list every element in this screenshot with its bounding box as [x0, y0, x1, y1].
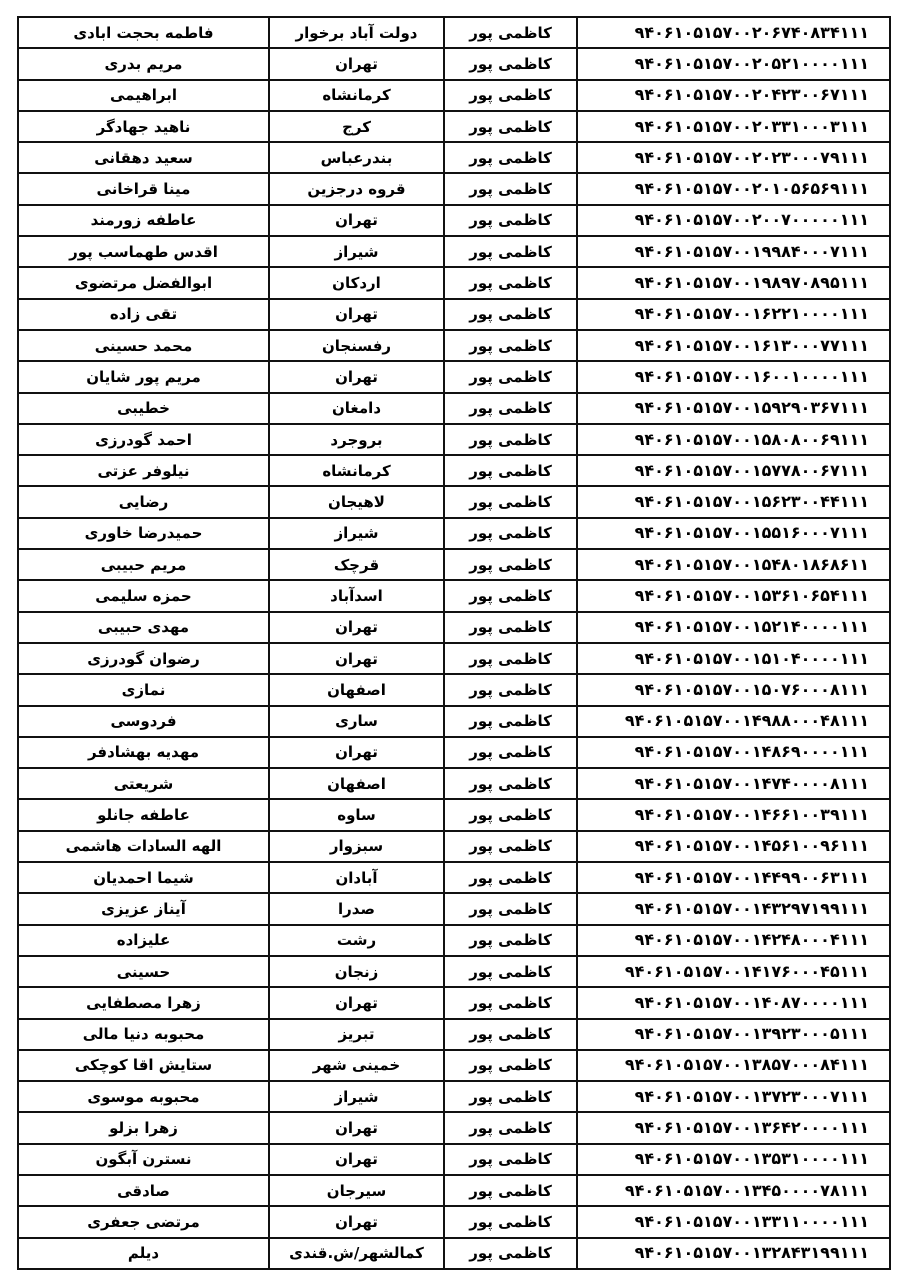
- manager-cell: کاظمی پور: [444, 1050, 577, 1081]
- city-cell: قرچک: [269, 549, 444, 580]
- manager-cell: کاظمی پور: [444, 1081, 577, 1112]
- manager-cell: کاظمی پور: [444, 1112, 577, 1143]
- manager-cell: کاظمی پور: [444, 1144, 577, 1175]
- city-cell: اصفهان: [269, 768, 444, 799]
- person-name-cell: نمازی: [18, 674, 269, 705]
- city-cell: کرمانشاه: [269, 80, 444, 111]
- table-row: [18, 361, 890, 392]
- tracking-code-cell: ۹۴۰۶۱۰۵۱۵۷۰۰۱۵۰۷۶۰۰۰۸۱۱۱: [577, 674, 890, 705]
- manager-cell: کاظمی پور: [444, 612, 577, 643]
- manager-cell: کاظمی پور: [444, 267, 577, 298]
- city-cell: بروجرد: [269, 424, 444, 455]
- city-cell: رفسنجان: [269, 330, 444, 361]
- person-name-cell: فاطمه بحجت ابادی: [18, 17, 269, 48]
- tracking-code-cell: ۹۴۰۶۱۰۵۱۵۷۰۰۲۰۱۰۵۶۵۶۹۱۱۱: [577, 173, 890, 204]
- manager-cell: کاظمی پور: [444, 768, 577, 799]
- person-name-cell: نیلوفر عزتی: [18, 455, 269, 486]
- person-name-cell: مریم پور شایان: [18, 361, 269, 392]
- person-name-cell: فردوسی: [18, 706, 269, 737]
- tracking-code-cell: ۹۴۰۶۱۰۵۱۵۷۰۰۱۴۶۶۱۰۰۳۹۱۱۱: [577, 799, 890, 830]
- city-cell: دامغان: [269, 393, 444, 424]
- city-cell: تهران: [269, 361, 444, 392]
- table-row: [18, 706, 890, 737]
- table-row: [18, 1144, 890, 1175]
- tracking-code-cell: ۹۴۰۶۱۰۵۱۵۷۰۰۱۳۴۵۰۰۰۰۷۸۱۱۱: [577, 1175, 890, 1206]
- person-name-cell: محبوبه دنیا مالی: [18, 1019, 269, 1050]
- person-name-cell: عاطفه جانلو: [18, 799, 269, 830]
- city-cell: اصفهان: [269, 674, 444, 705]
- table-row: [18, 612, 890, 643]
- person-name-cell: ابراهیمی: [18, 80, 269, 111]
- city-cell: شیراز: [269, 1081, 444, 1112]
- manager-cell: کاظمی پور: [444, 987, 577, 1018]
- city-cell: آبادان: [269, 862, 444, 893]
- person-name-cell: صادقی: [18, 1175, 269, 1206]
- city-cell: تهران: [269, 1112, 444, 1143]
- person-name-cell: شیما احمدیان: [18, 862, 269, 893]
- person-name-cell: مهدیه بهشادفر: [18, 737, 269, 768]
- manager-cell: کاظمی پور: [444, 1019, 577, 1050]
- records-table-body: [18, 17, 890, 1269]
- table-row: [18, 1175, 890, 1206]
- person-name-cell: آیناز عزیزی: [18, 893, 269, 924]
- table-row: [18, 299, 890, 330]
- tracking-code-cell: ۹۴۰۶۱۰۵۱۵۷۰۰۱۳۳۱۱۰۰۰۰۱۱۱: [577, 1206, 890, 1237]
- manager-cell: کاظمی پور: [444, 330, 577, 361]
- table-row: [18, 925, 890, 956]
- manager-cell: کاظمی پور: [444, 142, 577, 173]
- manager-cell: کاظمی پور: [444, 361, 577, 392]
- tracking-code-cell: ۹۴۰۶۱۰۵۱۵۷۰۰۱۵۲۱۴۰۰۰۰۱۱۱: [577, 612, 890, 643]
- tracking-code-cell: ۹۴۰۶۱۰۵۱۵۷۰۰۱۴۳۲۹۷۱۹۹۱۱۱: [577, 893, 890, 924]
- manager-cell: کاظمی پور: [444, 80, 577, 111]
- tracking-code-cell: ۹۴۰۶۱۰۵۱۵۷۰۰۱۴۹۸۸۰۰۰۴۸۱۱۱: [577, 706, 890, 737]
- city-cell: کرمانشاه: [269, 455, 444, 486]
- city-cell: تهران: [269, 737, 444, 768]
- table-row: [18, 1019, 890, 1050]
- person-name-cell: مینا قراخانی: [18, 173, 269, 204]
- table-row: [18, 205, 890, 236]
- table-row: [18, 1112, 890, 1143]
- tracking-code-cell: ۹۴۰۶۱۰۵۱۵۷۰۰۲۰۵۲۱۰۰۰۰۱۱۱: [577, 48, 890, 79]
- person-name-cell: حمیدرضا خاوری: [18, 518, 269, 549]
- city-cell: سبزوار: [269, 831, 444, 862]
- table-row: [18, 674, 890, 705]
- city-cell: تهران: [269, 48, 444, 79]
- table-row: [18, 643, 890, 674]
- tracking-code-cell: ۹۴۰۶۱۰۵۱۵۷۰۰۱۶۱۳۰۰۰۷۷۱۱۱: [577, 330, 890, 361]
- person-name-cell: خطیبی: [18, 393, 269, 424]
- table-row: [18, 1081, 890, 1112]
- table-row: [18, 267, 890, 298]
- table-row: [18, 1238, 890, 1269]
- city-cell: ساوه: [269, 799, 444, 830]
- person-name-cell: تقی زاده: [18, 299, 269, 330]
- person-name-cell: محمد حسینی: [18, 330, 269, 361]
- table-row: [18, 455, 890, 486]
- tracking-code-cell: ۹۴۰۶۱۰۵۱۵۷۰۰۱۵۱۰۴۰۰۰۰۱۱۱: [577, 643, 890, 674]
- manager-cell: کاظمی پور: [444, 737, 577, 768]
- person-name-cell: شریعتی: [18, 768, 269, 799]
- person-name-cell: علیزاده: [18, 925, 269, 956]
- person-name-cell: الهه السادات هاشمی: [18, 831, 269, 862]
- city-cell: تبریز: [269, 1019, 444, 1050]
- tracking-code-cell: ۹۴۰۶۱۰۵۱۵۷۰۰۱۵۵۱۶۰۰۰۷۱۱۱: [577, 518, 890, 549]
- tracking-code-cell: ۹۴۰۶۱۰۵۱۵۷۰۰۱۵۳۶۱۰۶۵۴۱۱۱: [577, 580, 890, 611]
- tracking-code-cell: ۹۴۰۶۱۰۵۱۵۷۰۰۲۰۴۲۳۰۰۶۷۱۱۱: [577, 80, 890, 111]
- person-name-cell: ستایش اقا کوچکی: [18, 1050, 269, 1081]
- tracking-code-cell: ۹۴۰۶۱۰۵۱۵۷۰۰۱۵۷۷۸۰۰۶۷۱۱۱: [577, 455, 890, 486]
- person-name-cell: ابوالفضل مرتضوی: [18, 267, 269, 298]
- tracking-code-cell: ۹۴۰۶۱۰۵۱۵۷۰۰۱۴۴۹۹۰۰۶۳۱۱۱: [577, 862, 890, 893]
- manager-cell: کاظمی پور: [444, 643, 577, 674]
- manager-cell: کاظمی پور: [444, 455, 577, 486]
- person-name-cell: زهرا مصطفایی: [18, 987, 269, 1018]
- city-cell: کرج: [269, 111, 444, 142]
- tracking-code-cell: ۹۴۰۶۱۰۵۱۵۷۰۰۱۴۷۴۰۰۰۰۸۱۱۱: [577, 768, 890, 799]
- table-row: [18, 393, 890, 424]
- table-row: [18, 737, 890, 768]
- person-name-cell: مریم حبیبی: [18, 549, 269, 580]
- tracking-code-cell: ۹۴۰۶۱۰۵۱۵۷۰۰۲۰۲۳۰۰۰۷۹۱۱۱: [577, 142, 890, 173]
- person-name-cell: حسینی: [18, 956, 269, 987]
- tracking-code-cell: ۹۴۰۶۱۰۵۱۵۷۰۰۱۵۹۲۹۰۳۶۷۱۱۱: [577, 393, 890, 424]
- person-name-cell: سعید دهقانی: [18, 142, 269, 173]
- tracking-code-cell: ۹۴۰۶۱۰۵۱۵۷۰۰۲۰۰۷۰۰۰۰۰۱۱۱: [577, 205, 890, 236]
- city-cell: تهران: [269, 612, 444, 643]
- document-sheet: [17, 16, 889, 1272]
- person-name-cell: مرتضی جعفری: [18, 1206, 269, 1237]
- tracking-code-cell: ۹۴۰۶۱۰۵۱۵۷۰۰۱۳۶۴۲۰۰۰۰۱۱۱: [577, 1112, 890, 1143]
- person-name-cell: احمد گودرزی: [18, 424, 269, 455]
- tracking-code-cell: ۹۴۰۶۱۰۵۱۵۷۰۰۱۳۲۸۴۳۱۹۹۱۱۱: [577, 1238, 890, 1269]
- person-name-cell: ناهید جهادگر: [18, 111, 269, 142]
- manager-cell: کاظمی پور: [444, 1238, 577, 1269]
- manager-cell: کاظمی پور: [444, 1206, 577, 1237]
- city-cell: تهران: [269, 987, 444, 1018]
- tracking-code-cell: ۹۴۰۶۱۰۵۱۵۷۰۰۱۵۶۲۳۰۰۴۴۱۱۱: [577, 486, 890, 517]
- manager-cell: کاظمی پور: [444, 925, 577, 956]
- manager-cell: کاظمی پور: [444, 205, 577, 236]
- tracking-code-cell: ۹۴۰۶۱۰۵۱۵۷۰۰۱۴۰۸۷۰۰۰۰۱۱۱: [577, 987, 890, 1018]
- manager-cell: کاظمی پور: [444, 486, 577, 517]
- city-cell: بندرعباس: [269, 142, 444, 173]
- tracking-code-cell: ۹۴۰۶۱۰۵۱۵۷۰۰۱۳۷۲۳۰۰۰۷۱۱۱: [577, 1081, 890, 1112]
- table-row: [18, 549, 890, 580]
- city-cell: صدرا: [269, 893, 444, 924]
- manager-cell: کاظمی پور: [444, 1175, 577, 1206]
- table-row: [18, 236, 890, 267]
- person-name-cell: اقدس طهماسب پور: [18, 236, 269, 267]
- city-cell: کمالشهر/ش.قندی: [269, 1238, 444, 1269]
- tracking-code-cell: ۹۴۰۶۱۰۵۱۵۷۰۰۱۴۱۷۶۰۰۰۴۵۱۱۱: [577, 956, 890, 987]
- tracking-code-cell: ۹۴۰۶۱۰۵۱۵۷۰۰۱۳۹۲۳۰۰۰۵۱۱۱: [577, 1019, 890, 1050]
- manager-cell: کاظمی پور: [444, 299, 577, 330]
- manager-cell: کاظمی پور: [444, 236, 577, 267]
- city-cell: تهران: [269, 205, 444, 236]
- manager-cell: کاظمی پور: [444, 862, 577, 893]
- table-row: [18, 1050, 890, 1081]
- person-name-cell: نسترن آبگون: [18, 1144, 269, 1175]
- city-cell: تهران: [269, 643, 444, 674]
- manager-cell: کاظمی پور: [444, 518, 577, 549]
- manager-cell: کاظمی پور: [444, 424, 577, 455]
- table-row: [18, 831, 890, 862]
- table-row: [18, 48, 890, 79]
- table-row: [18, 424, 890, 455]
- table-row: [18, 580, 890, 611]
- manager-cell: کاظمی پور: [444, 956, 577, 987]
- city-cell: شیراز: [269, 236, 444, 267]
- tracking-code-cell: ۹۴۰۶۱۰۵۱۵۷۰۰۱۳۵۳۱۰۰۰۰۱۱۱: [577, 1144, 890, 1175]
- person-name-cell: عاطفه زورمند: [18, 205, 269, 236]
- table-row: [18, 17, 890, 48]
- table-row: [18, 518, 890, 549]
- manager-cell: کاظمی پور: [444, 17, 577, 48]
- manager-cell: کاظمی پور: [444, 893, 577, 924]
- table-row: [18, 80, 890, 111]
- manager-cell: کاظمی پور: [444, 706, 577, 737]
- person-name-cell: دیلم: [18, 1238, 269, 1269]
- city-cell: خمینی شهر: [269, 1050, 444, 1081]
- city-cell: لاهیجان: [269, 486, 444, 517]
- table-row: [18, 1206, 890, 1237]
- tracking-code-cell: ۹۴۰۶۱۰۵۱۵۷۰۰۱۶۲۲۱۰۰۰۰۱۱۱: [577, 299, 890, 330]
- tracking-code-cell: ۹۴۰۶۱۰۵۱۵۷۰۰۱۶۰۰۱۰۰۰۰۱۱۱: [577, 361, 890, 392]
- city-cell: شیراز: [269, 518, 444, 549]
- table-row: [18, 142, 890, 173]
- tracking-code-cell: ۹۴۰۶۱۰۵۱۵۷۰۰۱۴۸۶۹۰۰۰۰۱۱۱: [577, 737, 890, 768]
- person-name-cell: مهدی حبیبی: [18, 612, 269, 643]
- person-name-cell: رضایی: [18, 486, 269, 517]
- city-cell: اردکان: [269, 267, 444, 298]
- city-cell: تهران: [269, 1206, 444, 1237]
- tracking-code-cell: ۹۴۰۶۱۰۵۱۵۷۰۰۱۴۲۴۸۰۰۰۴۱۱۱: [577, 925, 890, 956]
- manager-cell: کاظمی پور: [444, 173, 577, 204]
- records-table: [17, 16, 891, 1270]
- manager-cell: کاظمی پور: [444, 549, 577, 580]
- manager-cell: کاظمی پور: [444, 111, 577, 142]
- table-row: [18, 173, 890, 204]
- city-cell: رشت: [269, 925, 444, 956]
- table-row: [18, 330, 890, 361]
- manager-cell: کاظمی پور: [444, 48, 577, 79]
- city-cell: زنجان: [269, 956, 444, 987]
- person-name-cell: محبوبه موسوی: [18, 1081, 269, 1112]
- table-row: [18, 893, 890, 924]
- table-row: [18, 862, 890, 893]
- city-cell: اسدآباد: [269, 580, 444, 611]
- tracking-code-cell: ۹۴۰۶۱۰۵۱۵۷۰۰۱۴۵۶۱۰۰۹۶۱۱۱: [577, 831, 890, 862]
- table-row: [18, 768, 890, 799]
- table-row: [18, 111, 890, 142]
- tracking-code-cell: ۹۴۰۶۱۰۵۱۵۷۰۰۲۰۳۳۱۰۰۰۳۱۱۱: [577, 111, 890, 142]
- table-row: [18, 799, 890, 830]
- city-cell: دولت آباد برخوار: [269, 17, 444, 48]
- person-name-cell: مریم بدری: [18, 48, 269, 79]
- tracking-code-cell: ۹۴۰۶۱۰۵۱۵۷۰۰۱۹۸۹۷۰۸۹۵۱۱۱: [577, 267, 890, 298]
- tracking-code-cell: ۹۴۰۶۱۰۵۱۵۷۰۰۲۰۶۷۴۰۸۳۴۱۱۱: [577, 17, 890, 48]
- table-row: [18, 956, 890, 987]
- manager-cell: کاظمی پور: [444, 393, 577, 424]
- tracking-code-cell: ۹۴۰۶۱۰۵۱۵۷۰۰۱۳۸۵۷۰۰۰۸۴۱۱۱: [577, 1050, 890, 1081]
- city-cell: قروه درجزین: [269, 173, 444, 204]
- city-cell: تهران: [269, 1144, 444, 1175]
- table-row: [18, 486, 890, 517]
- city-cell: سیرجان: [269, 1175, 444, 1206]
- table-row: [18, 987, 890, 1018]
- city-cell: ساری: [269, 706, 444, 737]
- person-name-cell: زهرا بزلو: [18, 1112, 269, 1143]
- person-name-cell: رضوان گودرزی: [18, 643, 269, 674]
- person-name-cell: حمزه سلیمی: [18, 580, 269, 611]
- manager-cell: کاظمی پور: [444, 580, 577, 611]
- tracking-code-cell: ۹۴۰۶۱۰۵۱۵۷۰۰۱۹۹۸۴۰۰۰۷۱۱۱: [577, 236, 890, 267]
- manager-cell: کاظمی پور: [444, 799, 577, 830]
- tracking-code-cell: ۹۴۰۶۱۰۵۱۵۷۰۰۱۵۴۸۰۱۸۶۸۶۱۱: [577, 549, 890, 580]
- city-cell: تهران: [269, 299, 444, 330]
- manager-cell: کاظمی پور: [444, 674, 577, 705]
- tracking-code-cell: ۹۴۰۶۱۰۵۱۵۷۰۰۱۵۸۰۸۰۰۶۹۱۱۱: [577, 424, 890, 455]
- manager-cell: کاظمی پور: [444, 831, 577, 862]
